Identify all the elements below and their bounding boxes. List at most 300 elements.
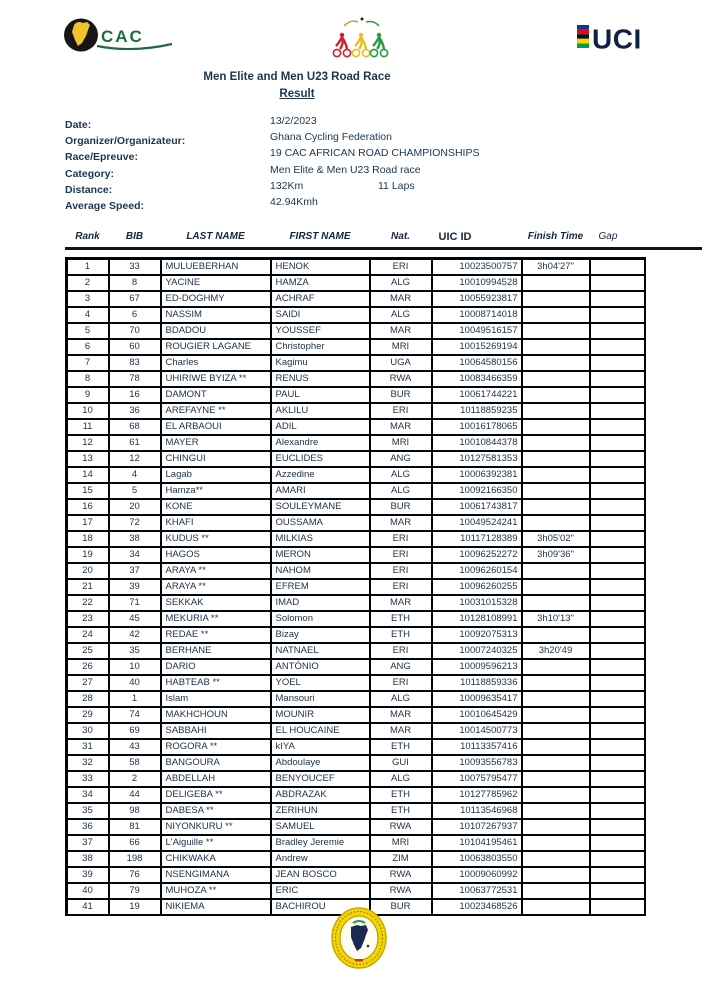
cell-rank: 5 xyxy=(68,324,108,338)
cell-finish-time xyxy=(523,660,589,674)
cell-last-name: Hamza** xyxy=(162,484,270,498)
cell-gap xyxy=(591,772,644,786)
cell-last-name: SEKKAK xyxy=(162,596,270,610)
cell-gap xyxy=(591,468,644,482)
cell-last-name: EL ARBAOUI xyxy=(162,420,270,434)
cell-uic-id: 10008714018 xyxy=(433,308,521,322)
column-header-uic-id: UIC ID xyxy=(438,230,472,243)
cell-rank: 24 xyxy=(68,628,108,642)
cell-finish-time xyxy=(523,740,589,754)
cell-finish-time xyxy=(523,452,589,466)
cell-first-name: NAHOM xyxy=(272,564,369,578)
cell-last-name: ABDELLAH xyxy=(162,772,270,786)
cell-finish-time xyxy=(523,500,589,514)
cell-nat: ALG xyxy=(371,468,431,482)
cell-nat: ERI xyxy=(371,548,431,562)
cell-last-name: SABBAHI xyxy=(162,724,270,738)
cell-last-name: NIYONKURU ** xyxy=(162,820,270,834)
meta-label: Category: xyxy=(65,167,115,180)
cell-last-name: DABESA ** xyxy=(162,804,270,818)
cell-nat: RWA xyxy=(371,868,431,882)
cell-gap xyxy=(591,276,644,290)
cell-gap xyxy=(591,676,644,690)
cell-last-name: DELIGEBA ** xyxy=(162,788,270,802)
cell-bib: 5 xyxy=(110,484,160,498)
cell-bib: 40 xyxy=(110,676,160,690)
cell-first-name: IMAD xyxy=(272,596,369,610)
column-header-bib: BIB xyxy=(125,231,144,242)
cell-first-name: YOUSSEF xyxy=(272,324,369,338)
meta-row-distance xyxy=(65,180,625,196)
cell-gap xyxy=(591,740,644,754)
cell-uic-id: 10023500757 xyxy=(433,260,521,274)
meta-value: Ghana Cycling Federation xyxy=(270,131,392,144)
cell-uic-id: 10113546968 xyxy=(433,804,521,818)
cell-gap xyxy=(591,372,644,386)
race-metadata xyxy=(65,115,625,212)
cell-bib: 44 xyxy=(110,788,160,802)
cell-finish-time xyxy=(523,308,589,322)
cell-rank: 7 xyxy=(68,356,108,370)
cell-bib: 10 xyxy=(110,660,160,674)
cell-last-name: HABTEAB ** xyxy=(162,676,270,690)
cell-first-name: ERIC xyxy=(272,884,369,898)
cell-gap xyxy=(591,564,644,578)
cell-uic-id: 10118859235 xyxy=(433,404,521,418)
cell-last-name: L'Aiguille ** xyxy=(162,836,270,850)
column-header-nat: Nat. xyxy=(391,231,410,242)
cell-nat: MAR xyxy=(371,516,431,530)
cell-bib: 2 xyxy=(110,772,160,786)
cell-finish-time: 3h10'13" xyxy=(523,612,589,626)
cell-finish-time xyxy=(523,708,589,722)
cell-rank: 17 xyxy=(68,516,108,530)
cell-rank: 3 xyxy=(68,292,108,306)
cell-rank: 6 xyxy=(68,340,108,354)
cell-last-name: Islam xyxy=(162,692,270,706)
cell-uic-id: 10009635417 xyxy=(433,692,521,706)
header-divider-rule xyxy=(65,247,702,250)
cell-gap xyxy=(591,388,644,402)
cell-first-name: ABDRAZAK xyxy=(272,788,369,802)
cell-finish-time xyxy=(523,676,589,690)
cell-finish-time xyxy=(523,324,589,338)
cell-finish-time xyxy=(523,388,589,402)
cell-last-name: DAMONT xyxy=(162,388,270,402)
uci-rainbow-stripes-icon xyxy=(577,25,589,48)
cell-nat: MAR xyxy=(371,292,431,306)
cell-first-name: EFREM xyxy=(272,580,369,594)
cell-bib: 61 xyxy=(110,436,160,450)
meta-label: Average Speed: xyxy=(65,199,144,212)
cyclist-red-icon xyxy=(333,33,350,57)
cell-gap xyxy=(591,596,644,610)
cell-uic-id: 10096260255 xyxy=(433,580,521,594)
cell-bib: 1 xyxy=(110,692,160,706)
cell-gap xyxy=(591,644,644,658)
logo-arc-left xyxy=(344,21,358,26)
cell-last-name: ARAYA ** xyxy=(162,580,270,594)
cell-last-name: MAKHCHOUN xyxy=(162,708,270,722)
cell-nat: ERI xyxy=(371,580,431,594)
cell-gap xyxy=(591,836,644,850)
uci-logo xyxy=(576,22,670,54)
cell-first-name: Bizay xyxy=(272,628,369,642)
cell-finish-time: 3h20'49 xyxy=(523,644,589,658)
cell-gap xyxy=(591,724,644,738)
cell-rank: 16 xyxy=(68,500,108,514)
cell-nat: ZIM xyxy=(371,852,431,866)
cell-first-name: SAIDI xyxy=(272,308,369,322)
cell-nat: UGA xyxy=(371,356,431,370)
cell-nat: ALG xyxy=(371,276,431,290)
cell-bib: 34 xyxy=(110,548,160,562)
meta-row-race xyxy=(65,147,625,163)
cell-finish-time xyxy=(523,724,589,738)
page-title: Men Elite and Men U23 Road Race xyxy=(203,71,391,83)
cell-bib: 68 xyxy=(110,420,160,434)
cell-gap xyxy=(591,708,644,722)
cell-first-name: Kagimu xyxy=(272,356,369,370)
cell-first-name: AKLILU xyxy=(272,404,369,418)
cell-last-name: DARIO xyxy=(162,660,270,674)
cell-uic-id: 10083466359 xyxy=(433,372,521,386)
cell-uic-id: 10049516157 xyxy=(433,324,521,338)
cell-uic-id: 10023468526 xyxy=(433,900,521,914)
cell-finish-time xyxy=(523,276,589,290)
cell-bib: 72 xyxy=(110,516,160,530)
cell-nat: MAR xyxy=(371,420,431,434)
cell-bib: 71 xyxy=(110,596,160,610)
cell-uic-id: 10117128389 xyxy=(433,532,521,546)
meta-value: 132Km xyxy=(270,179,304,192)
cell-nat: ERI xyxy=(371,404,431,418)
cell-rank: 39 xyxy=(68,868,108,882)
cell-nat: MAR xyxy=(371,596,431,610)
column-header-finish-time: Finish Time xyxy=(527,231,584,242)
meta-row-average-speed xyxy=(65,196,625,212)
cyclist-yellow-icon xyxy=(352,33,369,57)
cell-first-name: RENUS xyxy=(272,372,369,386)
cell-nat: ERI xyxy=(371,260,431,274)
meta-label: Date: xyxy=(65,119,92,131)
cell-last-name: Lagab xyxy=(162,468,270,482)
cell-bib: 67 xyxy=(110,292,160,306)
cell-finish-time xyxy=(523,692,589,706)
cell-finish-time xyxy=(523,436,589,450)
cell-last-name: BANGOURA xyxy=(162,756,270,770)
cell-uic-id: 10128108991 xyxy=(433,612,521,626)
cell-bib: 6 xyxy=(110,308,160,322)
cell-finish-time xyxy=(523,772,589,786)
cell-uic-id: 10127785962 xyxy=(433,788,521,802)
cell-last-name: REDAE ** xyxy=(162,628,270,642)
cell-finish-time xyxy=(523,516,589,530)
cell-last-name: KONE xyxy=(162,500,270,514)
cell-last-name: MULUEBERHAN xyxy=(162,260,270,274)
uci-logo-text: UCI xyxy=(592,23,642,54)
cell-uic-id: 10118859336 xyxy=(433,676,521,690)
footer-championship-emblem xyxy=(330,906,388,970)
cell-rank: 25 xyxy=(68,644,108,658)
meta-label: Race/Epreuve: xyxy=(65,151,138,164)
cell-bib: 45 xyxy=(110,612,160,626)
cell-uic-id: 10006392381 xyxy=(433,468,521,482)
cell-last-name: ED-DOGHMY xyxy=(162,292,270,306)
cell-bib: 74 xyxy=(110,708,160,722)
cell-gap xyxy=(591,548,644,562)
cell-gap xyxy=(591,500,644,514)
cell-finish-time xyxy=(523,596,589,610)
meta-value: 42.94Kmh xyxy=(270,195,318,208)
cell-uic-id: 10104195461 xyxy=(433,836,521,850)
cell-rank: 34 xyxy=(68,788,108,802)
cell-rank: 23 xyxy=(68,612,108,626)
cell-finish-time xyxy=(523,788,589,802)
cell-rank: 30 xyxy=(68,724,108,738)
column-header-rank: Rank xyxy=(75,231,100,242)
cell-first-name: BACHIROU xyxy=(272,900,369,914)
cell-bib: 76 xyxy=(110,868,160,882)
cell-bib: 70 xyxy=(110,324,160,338)
cell-bib: 43 xyxy=(110,740,160,754)
cell-gap xyxy=(591,292,644,306)
meta-label: Organizer/Organizateur: xyxy=(65,135,186,148)
cell-uic-id: 10061743817 xyxy=(433,500,521,514)
cell-uic-id: 10127581353 xyxy=(433,452,521,466)
cell-nat: MAR xyxy=(371,724,431,738)
cell-first-name: JEAN BOSCO xyxy=(272,868,369,882)
cell-bib: 60 xyxy=(110,340,160,354)
cell-first-name: Bradley Jeremie xyxy=(272,836,369,850)
cell-nat: ALG xyxy=(371,484,431,498)
cell-last-name: ARAYA ** xyxy=(162,564,270,578)
cyclist-green-icon xyxy=(370,33,387,57)
cell-last-name: ROGORA ** xyxy=(162,740,270,754)
cell-finish-time xyxy=(523,868,589,882)
cell-uic-id: 10092166350 xyxy=(433,484,521,498)
cell-bib: 35 xyxy=(110,644,160,658)
cell-gap xyxy=(591,852,644,866)
cell-finish-time: 3h09'36" xyxy=(523,548,589,562)
cell-first-name: ANTÓNIO xyxy=(272,660,369,674)
cell-gap xyxy=(591,404,644,418)
cell-uic-id: 10061744221 xyxy=(433,388,521,402)
cell-gap xyxy=(591,420,644,434)
cell-uic-id: 10075795477 xyxy=(433,772,521,786)
cell-gap xyxy=(591,324,644,338)
cell-uic-id: 10014500773 xyxy=(433,724,521,738)
logo-arc-dot xyxy=(361,18,364,21)
cell-bib: 4 xyxy=(110,468,160,482)
cell-first-name: MILKIAS xyxy=(272,532,369,546)
cell-rank: 37 xyxy=(68,836,108,850)
cell-bib: 98 xyxy=(110,804,160,818)
cell-nat: ETH xyxy=(371,804,431,818)
cell-nat: ETH xyxy=(371,612,431,626)
cell-nat: ETH xyxy=(371,788,431,802)
cell-bib: 33 xyxy=(110,260,160,274)
cell-last-name: NSENGIMANA xyxy=(162,868,270,882)
cell-bib: 83 xyxy=(110,356,160,370)
cell-uic-id: 10096252272 xyxy=(433,548,521,562)
cell-finish-time xyxy=(523,852,589,866)
cell-nat: BUR xyxy=(371,500,431,514)
cell-last-name: CHIKWAKA xyxy=(162,852,270,866)
cell-rank: 10 xyxy=(68,404,108,418)
cell-last-name: KHAFI xyxy=(162,516,270,530)
cell-nat: RWA xyxy=(371,372,431,386)
cell-bib: 12 xyxy=(110,452,160,466)
cell-rank: 11 xyxy=(68,420,108,434)
cell-first-name: HAMZA xyxy=(272,276,369,290)
cell-rank: 8 xyxy=(68,372,108,386)
cell-bib: 37 xyxy=(110,564,160,578)
cell-uic-id: 10064580156 xyxy=(433,356,521,370)
cell-bib: 58 xyxy=(110,756,160,770)
cell-uic-id: 10009596213 xyxy=(433,660,521,674)
cell-rank: 41 xyxy=(68,900,108,914)
cell-finish-time xyxy=(523,292,589,306)
cell-nat: ALG xyxy=(371,308,431,322)
cell-uic-id: 10049524241 xyxy=(433,516,521,530)
cell-nat: ERI xyxy=(371,644,431,658)
cell-bib: 69 xyxy=(110,724,160,738)
cell-gap xyxy=(591,900,644,914)
cell-last-name: MEKURIA ** xyxy=(162,612,270,626)
cell-rank: 20 xyxy=(68,564,108,578)
cell-gap xyxy=(591,804,644,818)
cell-rank: 36 xyxy=(68,820,108,834)
cell-finish-time xyxy=(523,340,589,354)
cell-uic-id: 10015269194 xyxy=(433,340,521,354)
cell-rank: 18 xyxy=(68,532,108,546)
meta-label: Distance: xyxy=(65,183,113,196)
cell-bib: 78 xyxy=(110,372,160,386)
cell-uic-id: 10093556783 xyxy=(433,756,521,770)
cell-uic-id: 10031015328 xyxy=(433,596,521,610)
cell-rank: 29 xyxy=(68,708,108,722)
cell-nat: ETH xyxy=(371,628,431,642)
cell-rank: 27 xyxy=(68,676,108,690)
cell-finish-time: 3h04'27" xyxy=(523,260,589,274)
cell-last-name: AREFAYNE ** xyxy=(162,404,270,418)
cell-bib: 8 xyxy=(110,276,160,290)
cell-nat: BUR xyxy=(371,900,431,914)
cell-finish-time xyxy=(523,484,589,498)
cell-first-name: HENOK xyxy=(272,260,369,274)
cell-nat: ALG xyxy=(371,772,431,786)
cell-first-name: MERON xyxy=(272,548,369,562)
cell-last-name: CHINGUI xyxy=(162,452,270,466)
cell-finish-time xyxy=(523,372,589,386)
cell-last-name: BDADOU xyxy=(162,324,270,338)
cell-first-name: Mansouri xyxy=(272,692,369,706)
cell-nat: BUR xyxy=(371,388,431,402)
cell-bib: 20 xyxy=(110,500,160,514)
cell-first-name: PAUL xyxy=(272,388,369,402)
cell-last-name: Charles xyxy=(162,356,270,370)
cell-finish-time xyxy=(523,420,589,434)
cell-first-name: kIYA xyxy=(272,740,369,754)
cell-first-name: YOEL xyxy=(272,676,369,690)
results-table-body xyxy=(65,257,646,916)
cell-gap xyxy=(591,628,644,642)
cell-nat: ANG xyxy=(371,660,431,674)
cell-first-name: EL HOUCAINE xyxy=(272,724,369,738)
cell-first-name: ACHRAF xyxy=(272,292,369,306)
cell-rank: 4 xyxy=(68,308,108,322)
column-header-last-name: LAST NAME xyxy=(186,231,245,242)
cell-finish-time xyxy=(523,580,589,594)
cell-finish-time xyxy=(523,900,589,914)
cell-first-name: MOUNIR xyxy=(272,708,369,722)
cell-rank: 35 xyxy=(68,804,108,818)
meta-value: Men Elite & Men U23 Road race xyxy=(270,163,421,176)
cell-first-name: Abdoulaye xyxy=(272,756,369,770)
cell-nat: MRI xyxy=(371,436,431,450)
cell-rank: 9 xyxy=(68,388,108,402)
cell-gap xyxy=(591,260,644,274)
cell-bib: 38 xyxy=(110,532,160,546)
cell-last-name: MUHOZA ** xyxy=(162,884,270,898)
cell-first-name: SAMUEL xyxy=(272,820,369,834)
cell-nat: ERI xyxy=(371,532,431,546)
cell-rank: 1 xyxy=(68,260,108,274)
cell-gap xyxy=(591,884,644,898)
cell-uic-id: 10107267937 xyxy=(433,820,521,834)
cell-uic-id: 10016178065 xyxy=(433,420,521,434)
meta-value: 13/2/2023 xyxy=(270,115,317,127)
cell-finish-time xyxy=(523,356,589,370)
cell-rank: 33 xyxy=(68,772,108,786)
cell-first-name: OUSSAMA xyxy=(272,516,369,530)
cell-finish-time xyxy=(523,756,589,770)
cell-uic-id: 10063803550 xyxy=(433,852,521,866)
cell-gap xyxy=(591,660,644,674)
cell-first-name: Andrew xyxy=(272,852,369,866)
cell-nat: ETH xyxy=(371,740,431,754)
meta-value: 19 CAC AFRICAN ROAD CHAMPIONSHIPS xyxy=(270,147,480,160)
cell-rank: 13 xyxy=(68,452,108,466)
cac-logo-text: CAC xyxy=(101,27,144,46)
column-header-first-name: FIRST NAME xyxy=(289,231,351,242)
cell-uic-id: 10063772531 xyxy=(433,884,521,898)
cell-bib: 36 xyxy=(110,404,160,418)
cell-gap xyxy=(591,820,644,834)
cell-last-name: KUDUS ** xyxy=(162,532,270,546)
cell-rank: 38 xyxy=(68,852,108,866)
cell-bib: 16 xyxy=(110,388,160,402)
cell-finish-time xyxy=(523,836,589,850)
cell-last-name: BERHANE xyxy=(162,644,270,658)
cell-gap xyxy=(591,612,644,626)
meta-laps-value: 11 Laps xyxy=(378,179,415,192)
cell-bib: 66 xyxy=(110,836,160,850)
cell-gap xyxy=(591,580,644,594)
cell-uic-id: 10092075313 xyxy=(433,628,521,642)
cell-bib: 19 xyxy=(110,900,160,914)
cell-finish-time: 3h05'02" xyxy=(523,532,589,546)
cell-nat: MRI xyxy=(371,836,431,850)
cell-last-name: MAYER xyxy=(162,436,270,450)
cell-finish-time xyxy=(523,468,589,482)
cell-first-name: Azzedine xyxy=(272,468,369,482)
cell-gap xyxy=(591,788,644,802)
cell-uic-id: 10096260154 xyxy=(433,564,521,578)
cell-nat: RWA xyxy=(371,884,431,898)
cell-rank: 21 xyxy=(68,580,108,594)
